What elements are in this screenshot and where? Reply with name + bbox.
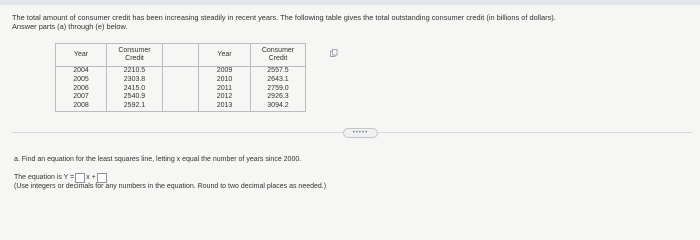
header-year-right: Year [199,44,251,67]
answer-prefix: The equation is Y = [14,174,75,181]
table-row [56,85,306,94]
expand-more-button[interactable]: ••••• [343,128,378,138]
year-cell: 2005 [56,76,107,85]
header-credit-left-line2: Credit [125,55,144,62]
answer-middle: x + [86,174,96,181]
credit-cell: 2415.0 [107,85,163,94]
credit-cell: 2303.8 [107,76,163,85]
table-header-row [56,44,306,67]
year-cell: 2010 [199,76,251,85]
header-credit-right-line1: Consumer [261,47,295,54]
table-row [56,102,306,111]
year-cell: 2011 [199,85,251,94]
slope-input[interactable] [75,173,85,183]
year-cell: 2009 [199,67,251,76]
credit-cell: 2557.5 [251,67,306,76]
credit-cell: 2926.3 [251,93,306,102]
intro-line-1: The total amount of consumer credit has been increasing steadily in recent years. The following table gives the total outstanding consumer credit (in billions of dollars). [12,13,556,22]
intercept-input[interactable] [97,173,107,183]
answer-line [14,172,108,183]
year-cell: 2006 [56,85,107,94]
header-year-left: Year [56,44,107,67]
year-cell: 2013 [199,102,251,111]
rounding-note: (Use integers or decimals for any numbers in the equation. Round to two decimal places as needed.) [14,183,327,190]
intro-line-2: Answer parts (a) through (e) below. [12,22,128,31]
table-row [56,67,306,76]
credit-cell: 2540.9 [107,93,163,102]
table-row [56,93,306,102]
year-cell: 2004 [56,67,107,76]
copy-icon[interactable] [330,44,338,52]
problem-intro [12,13,692,31]
header-credit-left [107,44,163,67]
year-cell: 2007 [56,93,107,102]
question-part-a: a. Find an equation for the least squares line, letting x equal the number of years since 2000. [14,156,302,163]
header-credit-right-line2: Credit [268,55,288,62]
credit-cell: 2210.5 [107,67,163,76]
credit-cell: 2643.1 [251,76,306,85]
table-row [56,76,306,85]
consumer-credit-table [55,43,306,112]
top-bar [0,0,700,5]
credit-cell: 3094.2 [251,102,306,111]
year-cell: 2012 [199,93,251,102]
header-credit-right [251,44,306,67]
credit-cell: 2592.1 [107,102,163,111]
header-credit-left-line1: Consumer [118,47,151,54]
year-cell: 2008 [56,102,107,111]
credit-cell: 2759.0 [251,85,306,94]
